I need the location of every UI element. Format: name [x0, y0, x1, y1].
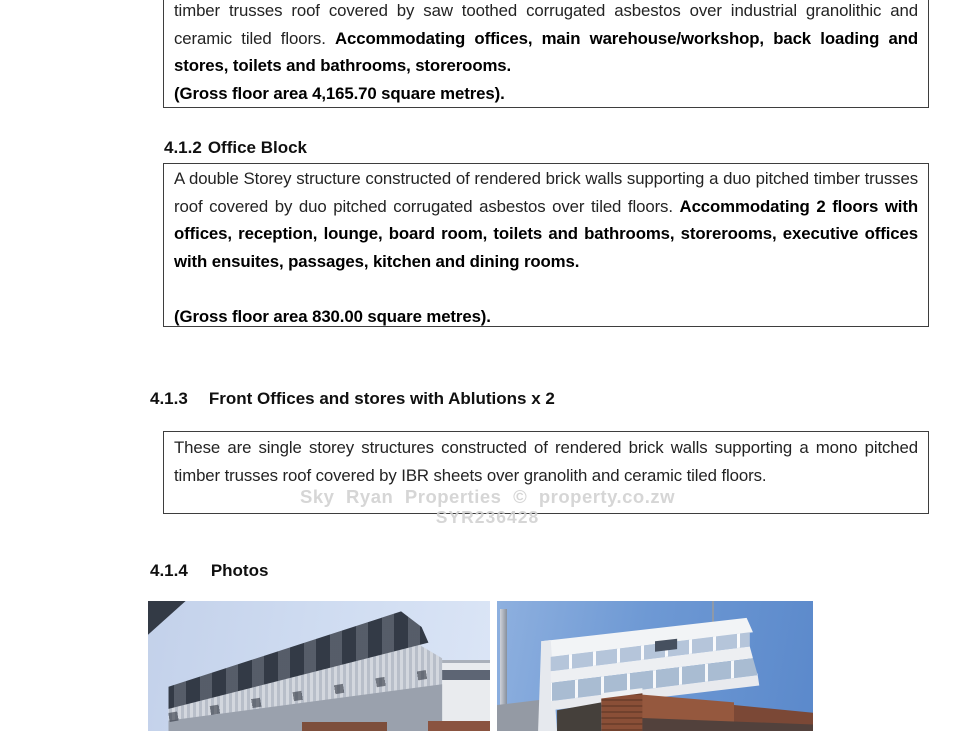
warehouse-photo — [148, 601, 490, 731]
office-block-gross-floor-area: (Gross floor area 830.00 square metres). — [174, 306, 491, 326]
warehouse-description-box — [163, 0, 929, 108]
heading-office-block-title: Office Block — [207, 138, 308, 157]
warehouse-gross-floor-area: (Gross floor area 4,165.70 square metres). — [174, 83, 505, 103]
brick-base-left — [302, 722, 388, 731]
flagpole — [712, 601, 714, 624]
heading-front-offices-title: Front Offices and stores with Ablutions x 2 — [208, 389, 555, 408]
heading-office-block — [164, 138, 307, 158]
front-offices-description-text: These are single storey structures constructed of rendered brick walls supporting a mono pitched timber trusses roof covered by IBR sheets over granolith and ceramic tiled floors. — [174, 438, 918, 485]
office-block-description-text — [174, 165, 918, 275]
front-offices-description-box — [163, 431, 929, 514]
office-block-text-bold: Accommodating 2 floors with offices, reception, lounge, board room, toilets and bathrooms, storerooms, executive offices with ensuites, passages, kitchen and dining rooms. — [174, 196, 918, 271]
heading-office-block-number: 4.1.2 — [164, 138, 202, 157]
heading-photos-number: 4.1.4 — [150, 561, 188, 580]
brick-base-right — [428, 721, 490, 731]
office-block-description-box — [163, 163, 929, 327]
office-block-text-normal: A double Storey structure constructed of rendered brick walls supporting a duo pitched timber trusses roof covered by duo pitched corrugated asbestos over tiled floors. — [174, 169, 918, 216]
heading-front-offices-number: 4.1.3 — [150, 389, 188, 408]
heading-photos — [150, 561, 268, 581]
watermark-line1: Sky Ryan Properties © property.co.zw — [299, 486, 676, 507]
heading-front-offices — [150, 389, 555, 409]
warehouse-text-normal: timber trusses roof covered by saw toothed corrugated asbestos over industrial granolithic and ceramic tiled floors. — [174, 1, 918, 48]
warehouse-text-bold: Accommodating offices, main warehouse/workshop, back loading and stores, toilets and bathrooms, storerooms. — [174, 28, 918, 75]
watermark-line2: SYR236428 — [435, 507, 540, 527]
warehouse-description-text — [174, 0, 918, 80]
office-block-photo — [497, 601, 813, 731]
heading-photos-title: Photos — [210, 561, 269, 580]
